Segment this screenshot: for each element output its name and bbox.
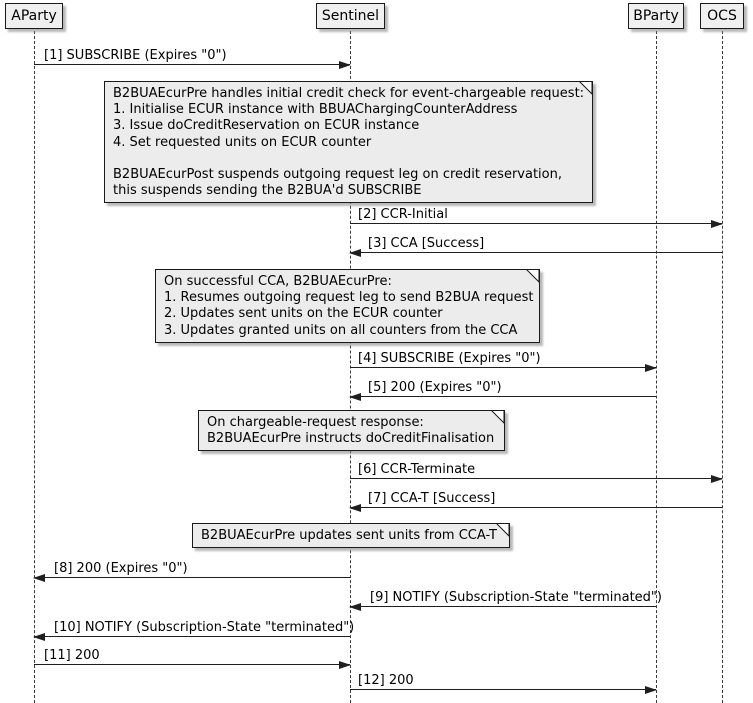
note-1-line: 3. Issue doCreditReservation on ECUR instance (113, 118, 420, 134)
message-1-label: [1] SUBSCRIBE (Expires "0") (44, 48, 227, 63)
note-4 (192, 523, 510, 548)
note-fold-icon (491, 410, 505, 424)
arrow-right-icon (350, 689, 656, 690)
lifeline-aparty (34, 31, 35, 703)
arrow-right-icon (34, 664, 350, 665)
message-11-label: [11] 200 (44, 648, 100, 663)
message-7 (350, 491, 722, 509)
message-5-label: [5] 200 (Expires "0") (368, 380, 502, 395)
message-9 (350, 590, 662, 608)
note-fold-icon (579, 81, 593, 95)
message-12 (350, 673, 656, 691)
note-1 (104, 81, 593, 203)
note-2-line: On successful CCA, B2BUAEcurPre: (164, 274, 392, 289)
participant-sentinel (316, 3, 385, 29)
message-8 (34, 561, 350, 579)
note-fold-icon (496, 523, 510, 537)
message-6 (350, 462, 722, 480)
message-5 (350, 380, 656, 398)
note-4-line: B2BUAEcurPre updates sent units from CCA-T (201, 528, 497, 543)
arrow-left-icon (350, 507, 722, 508)
message-4-label: [4] SUBSCRIBE (Expires "0") (358, 351, 541, 366)
message-12-label: [12] 200 (358, 673, 414, 688)
note-1-line: B2BUAEcurPost suspends outgoing request leg on credit reservation, (113, 167, 562, 182)
message-2-label: [2] CCR-Initial (358, 207, 448, 222)
participant-aparty (5, 3, 63, 29)
message-3-label: [3] CCA [Success] (368, 236, 485, 251)
note-1-line: 4. Set requested units on ECUR counter (113, 134, 372, 150)
note-2-line: 3. Updates granted units on all counters from the CCA (164, 322, 518, 338)
note-1-line: 1. Initialise ECUR instance with BBUAChargingCounterAddress (113, 102, 518, 118)
note-fold-icon (526, 269, 540, 283)
participant-bparty (628, 3, 684, 29)
message-2 (350, 207, 722, 225)
note-2-line: 1. Resumes outgoing request leg to send B2BUA request (164, 290, 534, 306)
message-6-label: [6] CCR-Terminate (358, 462, 476, 477)
message-1 (34, 48, 350, 66)
message-3 (350, 236, 722, 254)
arrow-right-icon (34, 64, 350, 65)
arrow-right-icon (350, 223, 722, 224)
arrow-left-icon (350, 606, 656, 607)
message-7-label: [7] CCA-T [Success] (368, 491, 496, 506)
note-3-line: B2BUAEcurPre instructs doCreditFinalisation (207, 431, 495, 447)
participant-ocs (700, 3, 744, 29)
note-1-line: this suspends sending the B2BUA'd SUBSCRIBE (113, 183, 422, 199)
lifeline-ocs (722, 31, 723, 703)
note-1-line: B2BUAEcurPre handles initial credit check for event-chargeable request: (113, 86, 585, 101)
arrow-right-icon (350, 478, 722, 479)
participant-sentinel-label: Sentinel (321, 8, 380, 24)
arrow-left-icon (34, 577, 350, 578)
participant-ocs-label: OCS (707, 8, 737, 24)
participant-bparty-label: BParty (633, 8, 679, 24)
note-1-line (113, 151, 584, 167)
message-8-label: [8] 200 (Expires "0") (54, 561, 188, 576)
message-9-label: [9] NOTIFY (Subscription-State "terminated") (370, 590, 662, 605)
message-4 (350, 351, 656, 369)
note-3 (198, 410, 505, 451)
message-11 (34, 648, 350, 666)
arrow-right-icon (350, 367, 656, 368)
arrow-left-icon (350, 396, 656, 397)
arrow-left-icon (34, 636, 350, 637)
note-2-line: 2. Updates sent units on the ECUR counter (164, 306, 443, 322)
participant-aparty-label: AParty (11, 8, 57, 24)
message-10 (34, 620, 355, 638)
message-10-label: [10] NOTIFY (Subscription-State "terminated") (54, 620, 355, 635)
arrow-left-icon (350, 252, 722, 253)
note-2 (155, 269, 540, 343)
note-3-line: On chargeable-request response: (207, 415, 424, 430)
